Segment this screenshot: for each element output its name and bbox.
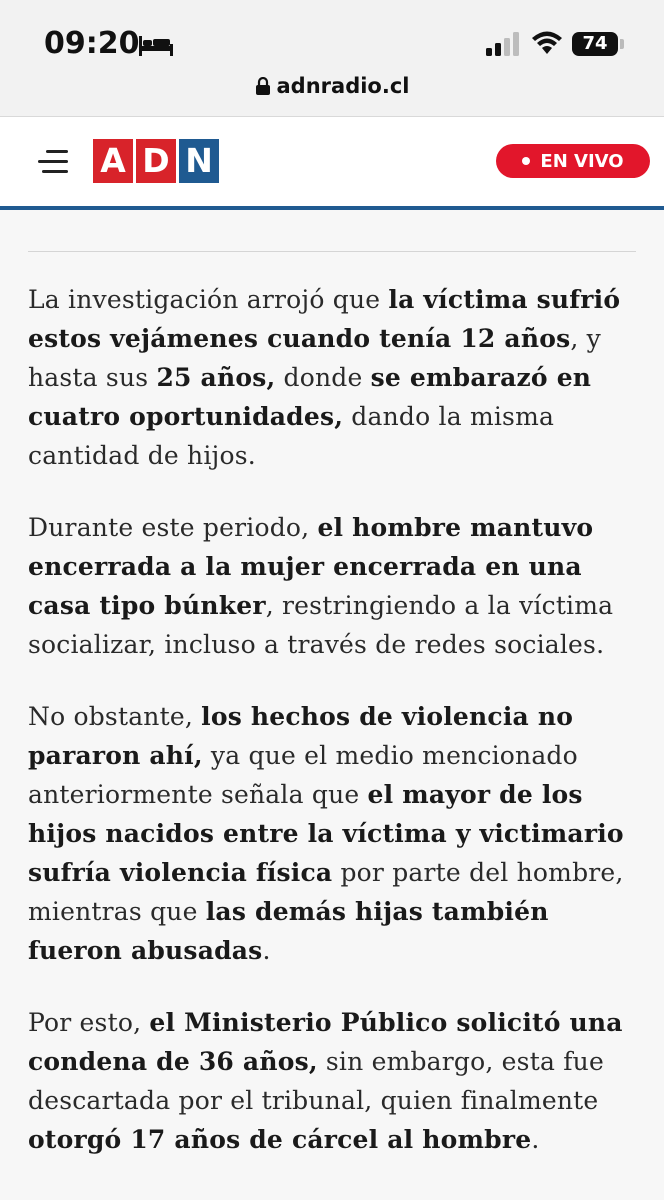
logo-letter-a: A	[93, 139, 133, 183]
text: Durante este periodo,	[28, 513, 318, 542]
hamburger-menu-icon[interactable]	[38, 145, 70, 179]
bold-text: el Ministerio Público solicitó una condena de 36 años,	[28, 1008, 623, 1076]
text: .	[531, 1125, 540, 1154]
live-button[interactable]	[496, 144, 650, 178]
site-header	[0, 117, 664, 206]
adn-logo[interactable]	[93, 139, 219, 183]
article-paragraph	[28, 280, 640, 475]
status-time: 09:20	[44, 26, 140, 61]
lock-icon	[255, 77, 271, 95]
text: sin embargo, esta fue descartada por el tribunal, quien finalmente	[28, 1047, 604, 1115]
text: dando la misma cantidad de hijos.	[28, 402, 555, 470]
wifi-icon	[530, 30, 564, 56]
text: La investigación arrojó que	[28, 285, 389, 314]
header-accent-rule	[0, 206, 664, 210]
bold-text: la víctima sufrió estos vejámenes cuando tenía 12 años	[28, 285, 621, 353]
bold-text: los hechos de violencia no pararon ahí,	[28, 702, 574, 770]
battery-tip	[620, 39, 624, 49]
browser-top-bar	[0, 0, 664, 117]
live-button-label: EN VIVO	[540, 150, 624, 172]
bold-text: otorgó 17 años de cárcel al hombre	[28, 1125, 532, 1154]
article-paragraph	[28, 1003, 640, 1159]
article-paragraph	[28, 697, 640, 970]
text: , y hasta sus	[28, 324, 601, 392]
logo-letter-d: D	[136, 139, 176, 183]
bold-text: 25 años,	[156, 363, 276, 392]
bold-text: las demás hijas también fueron abusadas	[28, 897, 549, 965]
address-bar[interactable]	[0, 70, 664, 102]
article-paragraph	[28, 508, 640, 664]
bold-text: el mayor de los hijos nacidos entre la víctima y victimario sufría violencia física	[28, 780, 624, 887]
text: , restringiendo a la víctima socializar, incluso a través de redes sociales.	[28, 591, 614, 659]
content-divider	[28, 251, 636, 252]
bold-text: el hombre mantuvo encerrada a la mujer encerrada en una casa tipo búnker	[28, 513, 594, 620]
battery-icon: 74	[572, 32, 618, 56]
text: ya que el medio mencionado anteriormente señala que	[28, 741, 578, 809]
text: .	[262, 936, 271, 965]
text: Por esto,	[28, 1008, 150, 1037]
article-body	[28, 280, 640, 1192]
bed-icon	[138, 34, 174, 56]
signal-icon	[484, 32, 522, 56]
url-text: adnradio.cl	[276, 74, 410, 98]
text: por parte del hombre, mientras que	[28, 858, 624, 926]
live-dot-icon	[522, 157, 530, 165]
logo-letter-n: N	[179, 139, 219, 183]
text: No obstante,	[28, 702, 202, 731]
text: donde	[275, 363, 371, 392]
bold-text: se embarazó en cuatro oportunidades,	[28, 363, 592, 431]
